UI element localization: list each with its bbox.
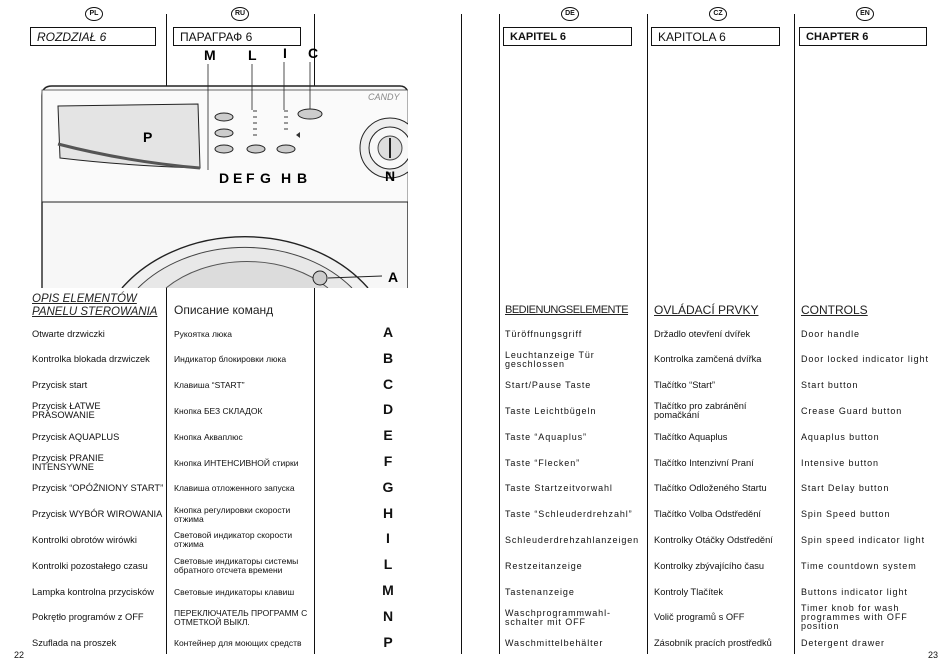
list-item-de: Taste “Flecken” [505, 457, 581, 468]
list-item-en: Door handle [801, 328, 860, 339]
heading-cz: OVLÁDACÍ PRVKY [654, 303, 759, 317]
list-item-cz: Zásobník pracích prostředků [654, 638, 772, 649]
label-f: F [246, 170, 255, 186]
list-item-de: Restzeitanzeige [505, 560, 583, 571]
list-item-ru: Световые индикаторы системы обратного отсчета времени [174, 556, 299, 576]
part-letter: C [382, 375, 394, 392]
heading-pl: OPIS ELEMENTÓW PANELU STEROWANIA [32, 293, 158, 318]
part-letter: A [382, 324, 394, 340]
list-item-pl: Przycisk start [32, 380, 88, 391]
list-item-en: Start Delay button [801, 483, 890, 494]
list-item-en: Start button [801, 380, 859, 391]
part-letter: I [386, 530, 390, 547]
part-letter: M [382, 582, 394, 598]
part-letter: H [382, 504, 394, 521]
label-n: N [384, 168, 396, 184]
list-item-pl: Kontrolka blokada drzwiczek [32, 354, 150, 365]
language-badge-cz: CZ [709, 7, 727, 21]
list-item-en: Timer knob for wash programmes with OFF position [801, 603, 908, 632]
part-letter: B [382, 349, 394, 366]
list-item-ru: Клавиша отложенного запуска [174, 483, 295, 494]
list-item-pl: Przycisk PRANIE INTENSYWNE [32, 453, 104, 472]
list-item-ru: Индикатор блокировки люка [174, 354, 287, 365]
list-item-ru: Рукоятка люка [174, 328, 232, 339]
list-item-de: Taste Leichtbügeln [505, 405, 597, 416]
label-m: M [204, 47, 216, 63]
page-number-right: 23 [928, 650, 939, 660]
heading-de: BEDIENUNGSELEMENTE [505, 304, 629, 316]
list-item-ru: Кнопка Акваплюс [174, 431, 243, 442]
list-item-cz: Kontrolka zamčená dvířka [654, 354, 762, 365]
list-item-pl: Kontrolki obrotów wirówki [32, 534, 137, 545]
language-badge-pl: PL [85, 7, 103, 21]
heading-en: CONTROLS [801, 303, 868, 317]
list-item-cz: Tlačítko Odloženého Startu [654, 483, 767, 494]
list-item-cz: Kontrolky Otáčky Odstředění [654, 534, 773, 545]
washing-machine-diagram [38, 44, 408, 288]
column-divider [461, 14, 462, 654]
list-item-cz: Tlačítko Volba Odstředění [654, 509, 761, 520]
heading-ru: Описание команд [174, 303, 274, 317]
list-item-cz: Volič programů s OFF [654, 612, 745, 623]
list-item-en: Spin speed indicator light [801, 534, 925, 545]
language-badge-en: EN [856, 7, 874, 21]
brand-logo: CANDY [368, 92, 400, 102]
chapter-title-pl: ROZDZIAŁ 6 [30, 27, 156, 46]
list-item-en: Door locked indicator light [801, 354, 929, 365]
label-g: G [260, 170, 271, 186]
page-number-left: 22 [14, 650, 25, 660]
chapter-title-cz: KAPITOLA 6 [651, 27, 780, 46]
chapter-title-ru: ПАРАГРАФ 6 [173, 27, 301, 46]
list-item-de: Schleuderdrehzahlanzeigen [505, 534, 640, 545]
list-item-pl: Przycisk ŁATWE PRASOWANIE [32, 401, 101, 421]
list-item-ru: Кнопка регулировки скорости отжима [174, 504, 291, 524]
list-item-en: Crease Guard button [801, 405, 903, 416]
part-letter: D [382, 401, 394, 418]
part-letter: G [382, 478, 394, 495]
list-item-en: Time countdown system [801, 560, 917, 571]
list-item-cz: Držadlo otevření dvířek [654, 328, 751, 339]
list-item-pl: Lampka kontrolna przycisków [32, 586, 154, 597]
list-item-pl: Szuflada na proszek [32, 638, 117, 649]
list-item-en: Spin Speed button [801, 509, 891, 520]
column-divider [647, 14, 648, 654]
list-item-de: Tastenanzeige [505, 586, 575, 597]
list-item-ru: Клавиша “START” [174, 380, 245, 391]
chapter-title-de: KAPITEL 6 [503, 27, 632, 46]
language-badge-ru: RU [231, 7, 249, 21]
part-letter: N [382, 607, 394, 624]
label-a: A [388, 269, 399, 285]
column-divider [499, 14, 500, 654]
list-item-cz: Tlačítko “Start” [654, 380, 715, 391]
list-item-en: Buttons indicator light [801, 586, 908, 597]
part-letter: L [383, 556, 393, 573]
language-badge-de: DE [561, 7, 579, 21]
part-letter: P [383, 633, 393, 650]
list-item-pl: Przycisk WYBÓR WIROWANIA [32, 509, 163, 520]
list-item-de: Leuchtanzeige Tür geschlossen [505, 349, 595, 369]
list-item-cz: Kontrolky zbývajícího času [654, 560, 765, 571]
list-item-cz: Tlačítko pro zabránění pomačkání [654, 401, 747, 421]
chapter-title-en: CHAPTER 6 [799, 27, 927, 46]
list-item-pl: Przycisk “OPÓŹNIONY START” [32, 483, 164, 494]
list-item-ru: ПЕРЕКЛЮЧАТЕЛЬ ПРОГРАММ С ОТМЕТКОЙ ВЫКЛ. [174, 607, 308, 627]
label-b: B [297, 170, 308, 186]
list-item-de: Start/Pause Taste [505, 380, 592, 391]
part-letter: E [383, 427, 393, 444]
column-divider [794, 14, 795, 654]
list-item-ru: Световой индикатор скорости отжима [174, 530, 293, 550]
list-item-pl: Kontrolki pozostałego czasu [32, 560, 148, 571]
list-item-de: Waschmittelbehälter [505, 638, 604, 649]
list-item-en: Detergent drawer [801, 638, 885, 649]
list-item-pl: Otwarte drzwiczki [32, 328, 105, 339]
list-item-de: Türöffnungsgriff [505, 328, 583, 339]
list-item-de: Taste “Aquaplus” [505, 431, 587, 442]
list-item-ru: Кнопка БЕЗ СКЛАДОК [174, 405, 263, 416]
list-item-pl: Przycisk AQUAPLUS [32, 431, 120, 442]
part-letter: F [383, 453, 393, 469]
label-d: D [219, 170, 230, 186]
list-item-de: Taste “Schleuderdrehzahl” [505, 509, 633, 520]
label-l: L [248, 47, 257, 63]
list-item-en: Aquaplus button [801, 431, 880, 442]
list-item-en: Intensive button [801, 457, 879, 468]
list-item-de: Taste Startzeitvorwahl [505, 483, 613, 494]
label-p: P [143, 129, 153, 145]
label-e: E [233, 170, 243, 186]
list-item-cz: Tlačítko Aquaplus [654, 431, 728, 442]
list-item-ru: Световые индикаторы клавиш [174, 586, 295, 597]
list-item-de: Waschprogrammwahl-schalter mit OFF [505, 607, 611, 627]
list-item-pl: Pokrętło programów z OFF [32, 612, 144, 623]
label-h: H [281, 170, 292, 186]
label-c: C [308, 45, 319, 61]
list-item-ru: Кнопка ИНТЕНСИВНОЙ стирки [174, 457, 299, 468]
label-i: I [283, 45, 287, 61]
list-item-ru: Контейнер для моющих средств [174, 638, 302, 649]
list-item-cz: Tlačítko Intenzivní Praní [654, 457, 754, 468]
list-item-cz: Kontroly Tlačítek [654, 586, 724, 597]
